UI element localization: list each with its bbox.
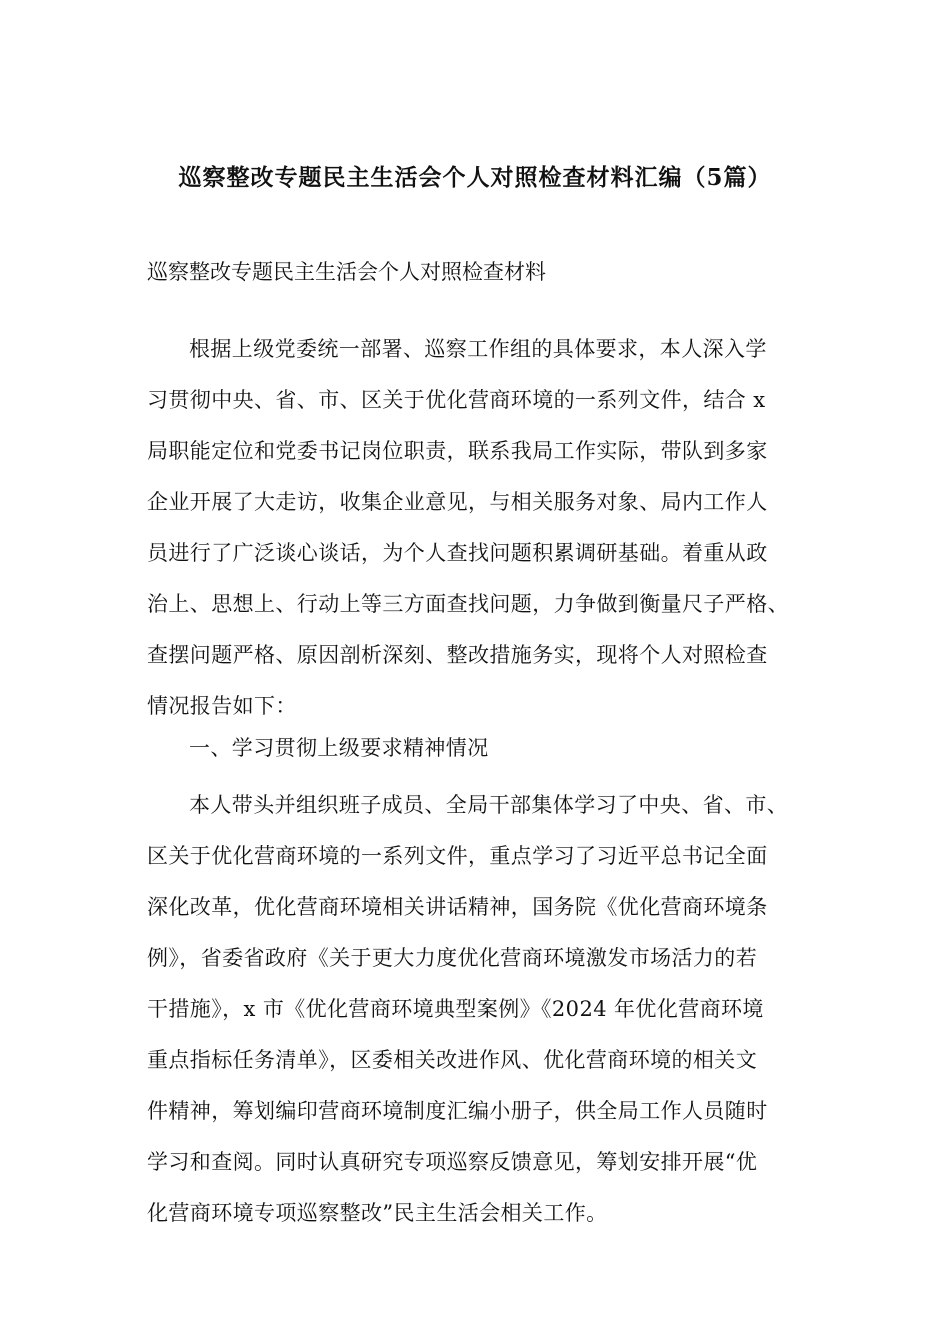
paragraph-line: 化营商环境专项巡察整改”民主生活会相关工作。 bbox=[147, 1201, 608, 1225]
paragraph-line: 重点指标任务清单》，区委相关改进作风、优化营商环境的相关文 bbox=[147, 1048, 758, 1072]
paragraph-line: 本人带头并组织班子成员、全局干部集体学习了中央、省、市、 bbox=[189, 793, 789, 817]
paragraph-line: 习贯彻中央、省、市、区关于优化营商环境的一系列文件，结合 x bbox=[147, 388, 766, 412]
paragraph-line: 局职能定位和党委书记岗位职责，联系我局工作实际，带队到多家 bbox=[147, 439, 768, 463]
document-subtitle: 巡察整改专题民主生活会个人对照检查材料 bbox=[147, 260, 546, 284]
paragraph-line: 查摆问题严格、原因剖析深刻、整改措施务实，现将个人对照检查 bbox=[147, 643, 768, 667]
paragraph-line: 治上、思想上、行动上等三方面查找问题，力争做到衡量尺子严格、 bbox=[147, 592, 789, 616]
paragraph-2 bbox=[147, 780, 823, 1239]
paragraph-line: 根据上级党委统一部署、巡察工作组的具体要求，本人深入学 bbox=[189, 337, 767, 361]
paragraph-line: 企业开展了大走访，收集企业意见，与相关服务对象、局内工作人 bbox=[147, 490, 768, 514]
paragraph-line: 干措施》，x 市《优化营商环境典型案例》《2024 年优化营商环境 bbox=[147, 997, 764, 1021]
paragraph-line: 情况报告如下： bbox=[147, 694, 297, 718]
paragraph-1 bbox=[147, 324, 823, 732]
section-heading-1 bbox=[147, 723, 823, 774]
paragraph-line: 例》，省委省政府《关于更大力度优化营商环境激发市场活力的若 bbox=[147, 946, 758, 970]
paragraph-line: 件精神，筹划编印营商环境制度汇编小册子，供全局工作人员随时 bbox=[147, 1099, 768, 1123]
paragraph-line: 深化改革，优化营商环境相关讲话精神，国务院《优化营商环境条 bbox=[147, 895, 768, 919]
paragraph-line: 员进行了广泛谈心谈话，为个人查找问题积累调研基础。着重从政 bbox=[147, 541, 768, 565]
paragraph-line: 区关于优化营商环境的一系列文件，重点学习了习近平总书记全面 bbox=[147, 844, 768, 868]
document-title: 巡察整改专题民主生活会个人对照检查材料汇编（5篇） bbox=[178, 164, 772, 191]
section-heading-text: 一、学习贯彻上级要求精神情况 bbox=[189, 736, 489, 760]
paragraph-line: 学习和查阅。同时认真研究专项巡察反馈意见，筹划安排开展“优 bbox=[147, 1150, 758, 1174]
